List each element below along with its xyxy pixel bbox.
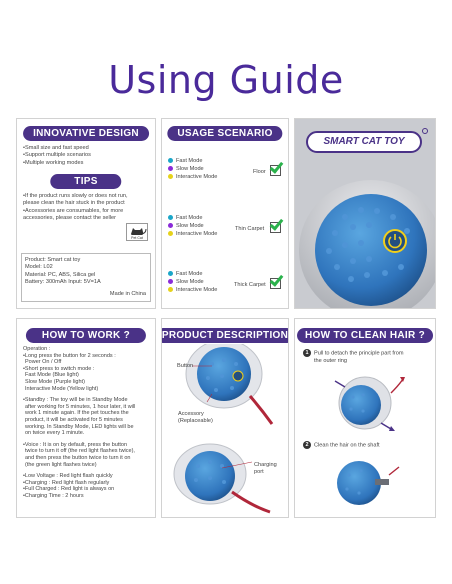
- how-to-work-line: •Charging : Red light flash regularly: [23, 479, 110, 486]
- cat-icon: [128, 225, 148, 236]
- mode-label: Interactive Mode: [176, 231, 218, 237]
- mode-list: [168, 214, 217, 238]
- spec-line: Model: L02: [25, 264, 53, 271]
- how-to-work-line: Operation :: [23, 346, 51, 352]
- mode-label: Interactive Mode: [176, 287, 218, 293]
- fast-mode-dot: [168, 215, 173, 220]
- interactive-mode-dot: [168, 287, 173, 292]
- how-to-work-line: twice to turn it off (the red light flashes twice),: [25, 448, 135, 455]
- how-to-work-line: •Full Charged : Red light is always on: [23, 486, 115, 493]
- surface-label: Thick Carpet: [234, 282, 266, 288]
- how-to-work-line: work 1 minute again. If the pet touches the: [25, 410, 129, 417]
- how-to-work-line: Fast Mode (Blue light): [25, 372, 79, 379]
- tips-line: •Accessories are consumables, for more: [23, 207, 124, 214]
- innovative-line: •Small size and fast speed: [23, 145, 89, 151]
- clean-step-2: [303, 441, 380, 450]
- check-icon: [270, 278, 281, 289]
- usage-scenario-panel: [161, 118, 289, 309]
- tips-line: please clean the hair stuck in the product: [23, 200, 125, 207]
- charging-port-label: [254, 462, 277, 475]
- tips-list: [23, 193, 128, 222]
- mode-label: Slow Mode: [176, 223, 204, 229]
- fast-mode-dot: [168, 271, 173, 276]
- clean-step-1: [303, 349, 404, 365]
- page-title: Using Guide: [108, 58, 344, 102]
- cat-toy-ball-image: [295, 155, 436, 309]
- how-to-work-line: Power On / Off: [25, 359, 62, 366]
- accessory-subtitle: (Replaceable): [178, 417, 213, 424]
- check-icon: [270, 165, 281, 176]
- tips-heading: TIPS: [50, 174, 121, 189]
- how-to-work-panel: [16, 318, 156, 518]
- fast-mode-dot: [168, 158, 173, 163]
- step-number-1: 1: [303, 349, 311, 357]
- how-to-work-line: •Low Voltage : Red light flash quickly: [23, 473, 113, 480]
- mode-list: [168, 157, 217, 181]
- mode-label: Slow Mode: [176, 166, 204, 172]
- innovative-line: •Support multiple scenarios: [23, 152, 91, 159]
- mode-label: Interactive Mode: [176, 174, 218, 180]
- surface-label: Floor: [253, 169, 266, 175]
- mode-label: Fast Mode: [176, 271, 203, 277]
- mode-list: [168, 270, 217, 294]
- how-to-work-heading: HOW TO WORK ?: [26, 328, 146, 343]
- step-2-text: Clean the hair on the shaft: [314, 442, 380, 449]
- accessory-title: Accessory: [178, 411, 204, 417]
- badge-ring-icon: [422, 128, 428, 134]
- how-to-work-line: Interactive Mode (Yellow light): [25, 385, 99, 392]
- spec-box: [21, 253, 151, 302]
- smart-cat-toy-badge: [306, 131, 422, 153]
- clean-hair-panel: [294, 318, 436, 518]
- interactive-mode-dot: [168, 174, 173, 179]
- scenario-row-thick-carpet: [162, 268, 290, 302]
- shaft-diagram-image: [295, 453, 436, 515]
- mode-label: Fast Mode: [176, 215, 203, 221]
- innovative-design-panel: [16, 118, 156, 309]
- made-in-label: Made in China: [109, 291, 146, 297]
- product-description-panel: [161, 318, 289, 518]
- how-to-work-line: (the green light flashes twice): [25, 461, 97, 468]
- how-to-work-line: •Short press to switch mode :: [23, 365, 95, 372]
- pet-cat-badge: [126, 223, 148, 241]
- hero-panel: [294, 118, 436, 309]
- how-to-work-line: after working for 5 minutes, 1 hour later, it will: [25, 403, 136, 410]
- how-to-work-text: [23, 346, 135, 499]
- spec-line: Material: PC, ABS, Silica gel: [25, 271, 96, 278]
- how-to-work-line: working. In Standby Mode, LED lights will be: [25, 423, 134, 430]
- how-to-work-line: •Long press the button for 2 seconds :: [23, 352, 116, 359]
- tips-line: accessories, please contact the seller: [23, 214, 116, 221]
- step-1-text: Pull to detach the principle part from: [314, 350, 404, 357]
- how-to-work-line: on twice every 1 minute.: [25, 430, 85, 437]
- surface-label: Thin Carpet: [235, 226, 265, 232]
- innovative-list: [23, 145, 91, 167]
- clean-hair-heading: HOW TO CLEAN HAIR ?: [297, 328, 433, 343]
- pet-cat-label: Pet Cat: [131, 236, 143, 240]
- interactive-mode-dot: [168, 231, 173, 236]
- slow-mode-dot: [168, 223, 173, 228]
- product-description-heading: PRODUCT DESCRIPTION: [161, 328, 289, 343]
- spec-line: Battery: 300mAh Input: 5V=1A: [25, 278, 101, 285]
- button-label: Button: [177, 363, 194, 369]
- mode-label: Slow Mode: [176, 279, 204, 285]
- tips-line: •If the product runs slowly or does not run,: [23, 193, 128, 199]
- charging-subtitle: port: [254, 468, 264, 475]
- smart-cat-toy-label: SMART CAT TOY: [323, 136, 405, 147]
- how-to-work-line: and then press the button twice to turn it on: [25, 454, 131, 461]
- step-1-text: the outer ring: [314, 357, 347, 364]
- spec-list: [25, 257, 101, 286]
- how-to-work-line: •Voice : It is on by default, press the button: [23, 441, 128, 448]
- spec-line: Product: Smart cat toy: [25, 257, 81, 263]
- how-to-work-line: Slow Mode (Purple light): [25, 378, 85, 385]
- scenario-row-thin-carpet: [162, 212, 290, 246]
- innovative-line: •Multiple working modes: [23, 159, 84, 166]
- usage-scenario-heading: USAGE SCENARIO: [167, 126, 282, 141]
- how-to-work-line: •Standby : The toy will be in Standby Mode: [23, 397, 128, 404]
- slow-mode-dot: [168, 279, 173, 284]
- charging-title: Charging: [254, 462, 277, 468]
- innovative-design-heading: INNOVATIVE DESIGN: [23, 126, 149, 141]
- check-icon: [270, 222, 281, 233]
- slow-mode-dot: [168, 166, 173, 171]
- step-number-2: 2: [303, 441, 311, 449]
- scenario-row-floor: [162, 155, 290, 189]
- accessory-label: [178, 411, 213, 424]
- mode-label: Fast Mode: [176, 158, 203, 164]
- how-to-work-line: product, it will be activated for 5 minutes: [25, 416, 123, 423]
- detach-diagram-image: [295, 365, 436, 435]
- how-to-work-line: •Charging Time : 2 hours: [23, 492, 84, 499]
